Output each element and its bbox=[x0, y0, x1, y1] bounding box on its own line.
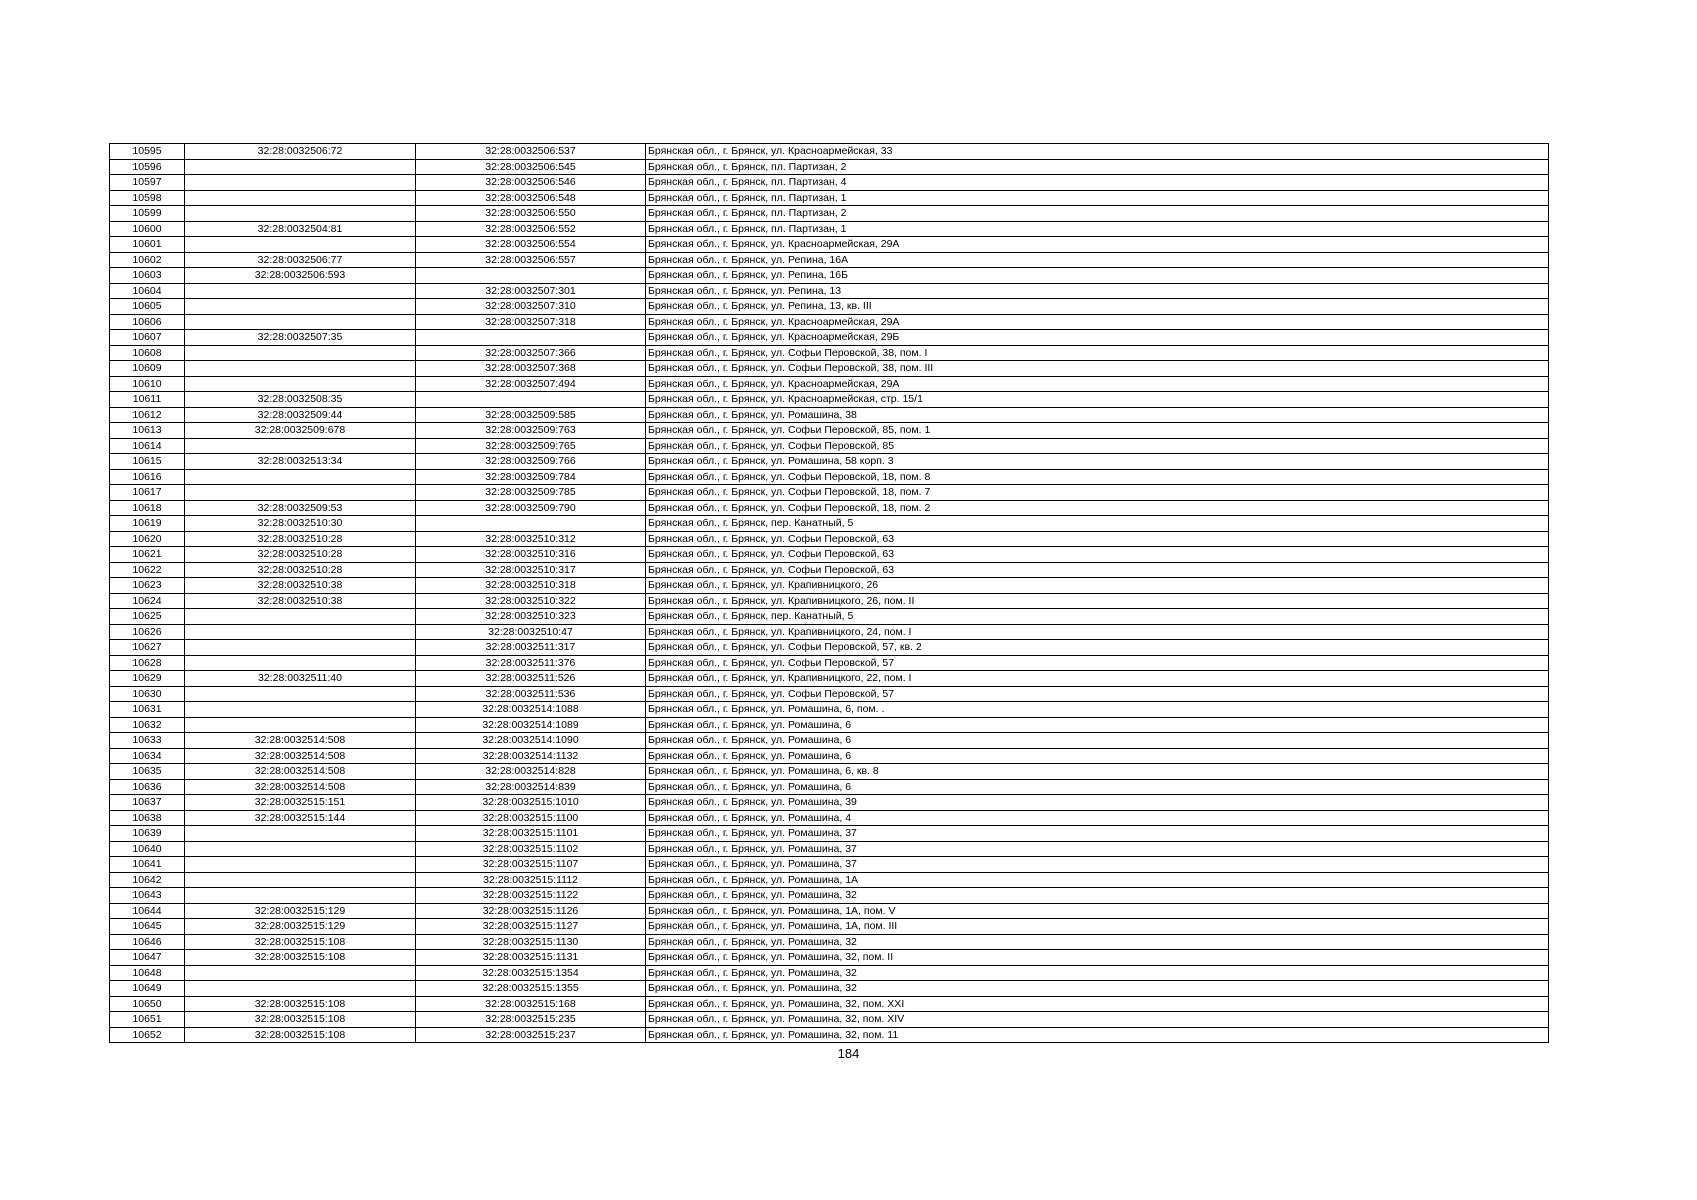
table-row bbox=[110, 919, 1549, 935]
cadastral-number-cell: 32:28:0032515:1127 bbox=[416, 919, 646, 935]
row-number-cell: 10601 bbox=[110, 237, 185, 253]
row-number-cell: 10599 bbox=[110, 206, 185, 222]
address-cell: Брянская обл., г. Брянск, ул. Репина, 16Б bbox=[646, 268, 1549, 284]
cadastral-number-cell: 32:28:0032511:536 bbox=[416, 686, 646, 702]
table-row bbox=[110, 624, 1549, 640]
address-cell: Брянская обл., г. Брянск, ул. Крапивницкого, 22, пом. I bbox=[646, 671, 1549, 687]
cadastral-number-cell: 32:28:0032510:312 bbox=[416, 531, 646, 547]
cadastral-number-cell: 32:28:0032515:1010 bbox=[416, 795, 646, 811]
cadastral-number-cell: 32:28:0032515:235 bbox=[416, 1012, 646, 1028]
address-cell: Брянская обл., г. Брянск, ул. Софьи Перовской, 38, пом. III bbox=[646, 361, 1549, 377]
table-row bbox=[110, 423, 1549, 439]
parent-cadastral-number-cell: 32:28:0032515:151 bbox=[185, 795, 416, 811]
cadastral-number-cell: 32:28:0032510:317 bbox=[416, 562, 646, 578]
cadastral-number-cell: 32:28:0032506:545 bbox=[416, 159, 646, 175]
address-cell: Брянская обл., г. Брянск, ул. Ромашина, 58 корп. 3 bbox=[646, 454, 1549, 470]
cadastral-number-cell: 32:28:0032509:763 bbox=[416, 423, 646, 439]
address-cell: Брянская обл., г. Брянск, ул. Ромашина, 37 bbox=[646, 857, 1549, 873]
table-row bbox=[110, 314, 1549, 330]
address-cell: Брянская обл., г. Брянск, ул. Софьи Перовской, 85, пом. 1 bbox=[646, 423, 1549, 439]
address-cell: Брянская обл., г. Брянск, ул. Ромашина, 1А, пом. III bbox=[646, 919, 1549, 935]
cadastral-number-cell: 32:28:0032515:168 bbox=[416, 996, 646, 1012]
address-cell: Брянская обл., г. Брянск, ул. Софьи Перовской, 57 bbox=[646, 655, 1549, 671]
row-number-cell: 10643 bbox=[110, 888, 185, 904]
parent-cadastral-number-cell: 32:28:0032515:108 bbox=[185, 950, 416, 966]
table-row bbox=[110, 702, 1549, 718]
table-row bbox=[110, 950, 1549, 966]
parent-cadastral-number-cell bbox=[185, 702, 416, 718]
row-number-cell: 10614 bbox=[110, 438, 185, 454]
table-row bbox=[110, 175, 1549, 191]
cadastral-number-cell: 32:28:0032509:766 bbox=[416, 454, 646, 470]
address-cell: Брянская обл., г. Брянск, ул. Красноармейская, 29А bbox=[646, 237, 1549, 253]
parent-cadastral-number-cell: 32:28:0032508:35 bbox=[185, 392, 416, 408]
parent-cadastral-number-cell bbox=[185, 314, 416, 330]
parent-cadastral-number-cell: 32:28:0032515:108 bbox=[185, 1027, 416, 1043]
address-cell: Брянская обл., г. Брянск, ул. Красноармейская, 29А bbox=[646, 314, 1549, 330]
address-cell: Брянская обл., г. Брянск, ул. Софьи Перовской, 18, пом. 7 bbox=[646, 485, 1549, 501]
table-row bbox=[110, 330, 1549, 346]
row-number-cell: 10612 bbox=[110, 407, 185, 423]
parent-cadastral-number-cell bbox=[185, 624, 416, 640]
table-row bbox=[110, 795, 1549, 811]
parent-cadastral-number-cell: 32:28:0032509:53 bbox=[185, 500, 416, 516]
cadastral-number-cell: 32:28:0032507:310 bbox=[416, 299, 646, 315]
address-cell: Брянская обл., г. Брянск, ул. Софьи Перовской, 57 bbox=[646, 686, 1549, 702]
parent-cadastral-number-cell: 32:28:0032506:77 bbox=[185, 252, 416, 268]
cadastral-number-cell: 32:28:0032507:301 bbox=[416, 283, 646, 299]
parent-cadastral-number-cell: 32:28:0032504:81 bbox=[185, 221, 416, 237]
parent-cadastral-number-cell: 32:28:0032510:38 bbox=[185, 578, 416, 594]
parent-cadastral-number-cell bbox=[185, 159, 416, 175]
row-number-cell: 10646 bbox=[110, 934, 185, 950]
row-number-cell: 10608 bbox=[110, 345, 185, 361]
cadastral-number-cell bbox=[416, 392, 646, 408]
row-number-cell: 10606 bbox=[110, 314, 185, 330]
row-number-cell: 10625 bbox=[110, 609, 185, 625]
address-cell: Брянская обл., г. Брянск, ул. Ромашина, 32, пом. 11 bbox=[646, 1027, 1549, 1043]
parent-cadastral-number-cell: 32:28:0032513:34 bbox=[185, 454, 416, 470]
parent-cadastral-number-cell: 32:28:0032515:108 bbox=[185, 1012, 416, 1028]
parent-cadastral-number-cell: 32:28:0032514:508 bbox=[185, 779, 416, 795]
cadastral-number-cell: 32:28:0032509:585 bbox=[416, 407, 646, 423]
table-row bbox=[110, 996, 1549, 1012]
address-cell: Брянская обл., г. Брянск, пер. Канатный, 5 bbox=[646, 516, 1549, 532]
cadastral-number-cell: 32:28:0032509:785 bbox=[416, 485, 646, 501]
parent-cadastral-number-cell bbox=[185, 206, 416, 222]
row-number-cell: 10607 bbox=[110, 330, 185, 346]
cadastral-number-cell: 32:28:0032515:1355 bbox=[416, 981, 646, 997]
cadastral-number-cell: 32:28:0032515:1130 bbox=[416, 934, 646, 950]
table-row bbox=[110, 717, 1549, 733]
row-number-cell: 10595 bbox=[110, 144, 185, 160]
address-cell: Брянская обл., г. Брянск, ул. Ромашина, 1А, пом. V bbox=[646, 903, 1549, 919]
row-number-cell: 10632 bbox=[110, 717, 185, 733]
address-cell: Брянская обл., г. Брянск, ул. Крапивницкого, 26 bbox=[646, 578, 1549, 594]
cadastral-number-cell bbox=[416, 268, 646, 284]
cadastral-number-cell: 32:28:0032507:494 bbox=[416, 376, 646, 392]
table-row bbox=[110, 407, 1549, 423]
parent-cadastral-number-cell: 32:28:0032509:678 bbox=[185, 423, 416, 439]
table-row bbox=[110, 686, 1549, 702]
cadastral-number-cell: 32:28:0032515:1101 bbox=[416, 826, 646, 842]
table-row bbox=[110, 206, 1549, 222]
table-row bbox=[110, 221, 1549, 237]
address-cell: Брянская обл., г. Брянск, ул. Софьи Перовской, 38, пом. I bbox=[646, 345, 1549, 361]
parent-cadastral-number-cell: 32:28:0032514:508 bbox=[185, 733, 416, 749]
row-number-cell: 10609 bbox=[110, 361, 185, 377]
cadastral-number-cell: 32:28:0032506:552 bbox=[416, 221, 646, 237]
cadastral-number-cell: 32:28:0032514:1132 bbox=[416, 748, 646, 764]
registry-table-body bbox=[110, 144, 1549, 1043]
address-cell: Брянская обл., г. Брянск, ул. Ромашина, 32, пом. XXI bbox=[646, 996, 1549, 1012]
parent-cadastral-number-cell bbox=[185, 857, 416, 873]
address-cell: Брянская обл., г. Брянск, ул. Ромашина, 38 bbox=[646, 407, 1549, 423]
cadastral-number-cell: 32:28:0032506:554 bbox=[416, 237, 646, 253]
row-number-cell: 10603 bbox=[110, 268, 185, 284]
row-number-cell: 10598 bbox=[110, 190, 185, 206]
cadastral-number-cell: 32:28:0032515:1131 bbox=[416, 950, 646, 966]
parent-cadastral-number-cell: 32:28:0032510:38 bbox=[185, 593, 416, 609]
address-cell: Брянская обл., г. Брянск, ул. Софьи Перовской, 85 bbox=[646, 438, 1549, 454]
row-number-cell: 10621 bbox=[110, 547, 185, 563]
address-cell: Брянская обл., г. Брянск, ул. Репина, 13, кв. III bbox=[646, 299, 1549, 315]
parent-cadastral-number-cell bbox=[185, 469, 416, 485]
table-row bbox=[110, 609, 1549, 625]
row-number-cell: 10623 bbox=[110, 578, 185, 594]
table-row bbox=[110, 190, 1549, 206]
row-number-cell: 10633 bbox=[110, 733, 185, 749]
address-cell: Брянская обл., г. Брянск, ул. Красноармейская, 33 bbox=[646, 144, 1549, 160]
cadastral-number-cell: 32:28:0032510:47 bbox=[416, 624, 646, 640]
parent-cadastral-number-cell: 32:28:0032515:129 bbox=[185, 903, 416, 919]
parent-cadastral-number-cell bbox=[185, 361, 416, 377]
row-number-cell: 10645 bbox=[110, 919, 185, 935]
table-row bbox=[110, 144, 1549, 160]
table-row bbox=[110, 500, 1549, 516]
row-number-cell: 10630 bbox=[110, 686, 185, 702]
table-row bbox=[110, 934, 1549, 950]
row-number-cell: 10638 bbox=[110, 810, 185, 826]
address-cell: Брянская обл., г. Брянск, ул. Ромашина, 6, пом. . bbox=[646, 702, 1549, 718]
address-cell: Брянская обл., г. Брянск, ул. Ромашина, 6, кв. 8 bbox=[646, 764, 1549, 780]
parent-cadastral-number-cell bbox=[185, 438, 416, 454]
row-number-cell: 10622 bbox=[110, 562, 185, 578]
address-cell: Брянская обл., г. Брянск, ул. Крапивницкого, 24, пом. I bbox=[646, 624, 1549, 640]
row-number-cell: 10620 bbox=[110, 531, 185, 547]
parent-cadastral-number-cell: 32:28:0032514:508 bbox=[185, 764, 416, 780]
page-number: 184 bbox=[837, 1046, 860, 1061]
parent-cadastral-number-cell: 32:28:0032510:28 bbox=[185, 531, 416, 547]
address-cell: Брянская обл., г. Брянск, ул. Репина, 13 bbox=[646, 283, 1549, 299]
address-cell: Брянская обл., г. Брянск, пл. Партизан, 1 bbox=[646, 221, 1549, 237]
row-number-cell: 10617 bbox=[110, 485, 185, 501]
parent-cadastral-number-cell: 32:28:0032510:30 bbox=[185, 516, 416, 532]
row-number-cell: 10602 bbox=[110, 252, 185, 268]
address-cell: Брянская обл., г. Брянск, ул. Ромашина, 32 bbox=[646, 888, 1549, 904]
parent-cadastral-number-cell: 32:28:0032510:28 bbox=[185, 562, 416, 578]
row-number-cell: 10637 bbox=[110, 795, 185, 811]
cadastral-number-cell: 32:28:0032515:1112 bbox=[416, 872, 646, 888]
address-cell: Брянская обл., г. Брянск, ул. Ромашина, 37 bbox=[646, 826, 1549, 842]
table-row bbox=[110, 438, 1549, 454]
table-row bbox=[110, 640, 1549, 656]
cadastral-number-cell: 32:28:0032514:839 bbox=[416, 779, 646, 795]
table-row bbox=[110, 392, 1549, 408]
table-row bbox=[110, 376, 1549, 392]
table-row bbox=[110, 593, 1549, 609]
cadastral-number-cell: 32:28:0032506:548 bbox=[416, 190, 646, 206]
cadastral-number-cell: 32:28:0032514:828 bbox=[416, 764, 646, 780]
table-row bbox=[110, 361, 1549, 377]
cadastral-number-cell: 32:28:0032506:546 bbox=[416, 175, 646, 191]
cadastral-number-cell: 32:28:0032506:537 bbox=[416, 144, 646, 160]
cadastral-number-cell: 32:28:0032507:366 bbox=[416, 345, 646, 361]
row-number-cell: 10624 bbox=[110, 593, 185, 609]
row-number-cell: 10635 bbox=[110, 764, 185, 780]
table-row bbox=[110, 888, 1549, 904]
table-row bbox=[110, 531, 1549, 547]
parent-cadastral-number-cell bbox=[185, 717, 416, 733]
address-cell: Брянская обл., г. Брянск, ул. Красноармейская, стр. 15/1 bbox=[646, 392, 1549, 408]
parent-cadastral-number-cell: 32:28:0032515:108 bbox=[185, 934, 416, 950]
row-number-cell: 10644 bbox=[110, 903, 185, 919]
cadastral-number-cell: 32:28:0032510:318 bbox=[416, 578, 646, 594]
table-row bbox=[110, 547, 1549, 563]
address-cell: Брянская обл., г. Брянск, ул. Ромашина, 4 bbox=[646, 810, 1549, 826]
cadastral-number-cell: 32:28:0032506:550 bbox=[416, 206, 646, 222]
row-number-cell: 10604 bbox=[110, 283, 185, 299]
address-cell: Брянская обл., г. Брянск, ул. Ромашина, 32, пом. XIV bbox=[646, 1012, 1549, 1028]
table-row bbox=[110, 872, 1549, 888]
parent-cadastral-number-cell bbox=[185, 981, 416, 997]
address-cell: Брянская обл., г. Брянск, ул. Красноармейская, 29А bbox=[646, 376, 1549, 392]
address-cell: Брянская обл., г. Брянск, пер. Канатный, 5 bbox=[646, 609, 1549, 625]
cadastral-number-cell: 32:28:0032514:1089 bbox=[416, 717, 646, 733]
row-number-cell: 10615 bbox=[110, 454, 185, 470]
row-number-cell: 10650 bbox=[110, 996, 185, 1012]
address-cell: Брянская обл., г. Брянск, ул. Красноармейская, 29Б bbox=[646, 330, 1549, 346]
row-number-cell: 10610 bbox=[110, 376, 185, 392]
parent-cadastral-number-cell: 32:28:0032506:72 bbox=[185, 144, 416, 160]
address-cell: Брянская обл., г. Брянск, ул. Софьи Перовской, 18, пом. 2 bbox=[646, 500, 1549, 516]
table-row bbox=[110, 345, 1549, 361]
cadastral-number-cell: 32:28:0032507:368 bbox=[416, 361, 646, 377]
registry-table bbox=[109, 143, 1549, 1043]
parent-cadastral-number-cell: 32:28:0032515:144 bbox=[185, 810, 416, 826]
address-cell: Брянская обл., г. Брянск, ул. Софьи Перовской, 63 bbox=[646, 562, 1549, 578]
row-number-cell: 10616 bbox=[110, 469, 185, 485]
parent-cadastral-number-cell bbox=[185, 841, 416, 857]
row-number-cell: 10618 bbox=[110, 500, 185, 516]
cadastral-number-cell: 32:28:0032515:1354 bbox=[416, 965, 646, 981]
parent-cadastral-number-cell bbox=[185, 190, 416, 206]
cadastral-number-cell: 32:28:0032509:765 bbox=[416, 438, 646, 454]
address-cell: Брянская обл., г. Брянск, пл. Партизан, 1 bbox=[646, 190, 1549, 206]
table-row bbox=[110, 1012, 1549, 1028]
parent-cadastral-number-cell bbox=[185, 655, 416, 671]
address-cell: Брянская обл., г. Брянск, пл. Партизан, 4 bbox=[646, 175, 1549, 191]
table-row bbox=[110, 1027, 1549, 1043]
address-cell: Брянская обл., г. Брянск, ул. Ромашина, 39 bbox=[646, 795, 1549, 811]
cadastral-number-cell bbox=[416, 330, 646, 346]
cadastral-number-cell: 32:28:0032515:1126 bbox=[416, 903, 646, 919]
row-number-cell: 10640 bbox=[110, 841, 185, 857]
row-number-cell: 10628 bbox=[110, 655, 185, 671]
cadastral-number-cell: 32:28:0032509:790 bbox=[416, 500, 646, 516]
row-number-cell: 10634 bbox=[110, 748, 185, 764]
row-number-cell: 10605 bbox=[110, 299, 185, 315]
table-row bbox=[110, 562, 1549, 578]
table-row bbox=[110, 733, 1549, 749]
parent-cadastral-number-cell: 32:28:0032511:40 bbox=[185, 671, 416, 687]
table-row bbox=[110, 252, 1549, 268]
row-number-cell: 10647 bbox=[110, 950, 185, 966]
parent-cadastral-number-cell bbox=[185, 888, 416, 904]
address-cell: Брянская обл., г. Брянск, ул. Софьи Перовской, 63 bbox=[646, 531, 1549, 547]
table-row bbox=[110, 810, 1549, 826]
address-cell: Брянская обл., г. Брянск, ул. Ромашина, 6 bbox=[646, 717, 1549, 733]
table-row bbox=[110, 159, 1549, 175]
address-cell: Брянская обл., г. Брянск, ул. Ромашина, 6 bbox=[646, 748, 1549, 764]
parent-cadastral-number-cell bbox=[185, 237, 416, 253]
parent-cadastral-number-cell: 32:28:0032506:593 bbox=[185, 268, 416, 284]
cadastral-number-cell: 32:28:0032510:322 bbox=[416, 593, 646, 609]
address-cell: Брянская обл., г. Брянск, ул. Ромашина, 32 bbox=[646, 981, 1549, 997]
row-number-cell: 10648 bbox=[110, 965, 185, 981]
table-row bbox=[110, 764, 1549, 780]
parent-cadastral-number-cell bbox=[185, 686, 416, 702]
row-number-cell: 10639 bbox=[110, 826, 185, 842]
parent-cadastral-number-cell bbox=[185, 299, 416, 315]
parent-cadastral-number-cell: 32:28:0032514:508 bbox=[185, 748, 416, 764]
table-row bbox=[110, 578, 1549, 594]
table-row bbox=[110, 485, 1549, 501]
row-number-cell: 10631 bbox=[110, 702, 185, 718]
parent-cadastral-number-cell bbox=[185, 485, 416, 501]
cadastral-number-cell: 32:28:0032514:1088 bbox=[416, 702, 646, 718]
table-row bbox=[110, 469, 1549, 485]
parent-cadastral-number-cell bbox=[185, 283, 416, 299]
parent-cadastral-number-cell bbox=[185, 640, 416, 656]
parent-cadastral-number-cell bbox=[185, 345, 416, 361]
parent-cadastral-number-cell: 32:28:0032509:44 bbox=[185, 407, 416, 423]
parent-cadastral-number-cell: 32:28:0032515:108 bbox=[185, 996, 416, 1012]
address-cell: Брянская обл., г. Брянск, ул. Ромашина, 32 bbox=[646, 934, 1549, 950]
address-cell: Брянская обл., г. Брянск, ул. Ромашина, 32, пом. II bbox=[646, 950, 1549, 966]
cadastral-number-cell bbox=[416, 516, 646, 532]
address-cell: Брянская обл., г. Брянск, ул. Софьи Перовской, 63 bbox=[646, 547, 1549, 563]
cadastral-number-cell: 32:28:0032511:317 bbox=[416, 640, 646, 656]
cadastral-number-cell: 32:28:0032509:784 bbox=[416, 469, 646, 485]
row-number-cell: 10596 bbox=[110, 159, 185, 175]
address-cell: Брянская обл., г. Брянск, ул. Софьи Перовской, 57, кв. 2 bbox=[646, 640, 1549, 656]
cadastral-number-cell: 32:28:0032506:557 bbox=[416, 252, 646, 268]
row-number-cell: 10597 bbox=[110, 175, 185, 191]
address-cell: Брянская обл., г. Брянск, ул. Ромашина, 32 bbox=[646, 965, 1549, 981]
row-number-cell: 10642 bbox=[110, 872, 185, 888]
row-number-cell: 10641 bbox=[110, 857, 185, 873]
cadastral-number-cell: 32:28:0032515:1100 bbox=[416, 810, 646, 826]
address-cell: Брянская обл., г. Брянск, ул. Крапивницкого, 26, пом. II bbox=[646, 593, 1549, 609]
row-number-cell: 10626 bbox=[110, 624, 185, 640]
cadastral-number-cell: 32:28:0032511:526 bbox=[416, 671, 646, 687]
parent-cadastral-number-cell bbox=[185, 872, 416, 888]
table-row bbox=[110, 655, 1549, 671]
table-row bbox=[110, 237, 1549, 253]
table-row bbox=[110, 454, 1549, 470]
row-number-cell: 10611 bbox=[110, 392, 185, 408]
cadastral-number-cell: 32:28:0032515:237 bbox=[416, 1027, 646, 1043]
parent-cadastral-number-cell bbox=[185, 609, 416, 625]
cadastral-number-cell: 32:28:0032511:376 bbox=[416, 655, 646, 671]
parent-cadastral-number-cell bbox=[185, 175, 416, 191]
table-row bbox=[110, 299, 1549, 315]
table-row bbox=[110, 826, 1549, 842]
row-number-cell: 10600 bbox=[110, 221, 185, 237]
table-row bbox=[110, 671, 1549, 687]
cadastral-number-cell: 32:28:0032510:323 bbox=[416, 609, 646, 625]
cadastral-number-cell: 32:28:0032515:1102 bbox=[416, 841, 646, 857]
parent-cadastral-number-cell bbox=[185, 965, 416, 981]
table-row bbox=[110, 965, 1549, 981]
table-row bbox=[110, 516, 1549, 532]
table-row bbox=[110, 283, 1549, 299]
address-cell: Брянская обл., г. Брянск, ул. Ромашина, 1А bbox=[646, 872, 1549, 888]
table-row bbox=[110, 268, 1549, 284]
parent-cadastral-number-cell: 32:28:0032507:35 bbox=[185, 330, 416, 346]
row-number-cell: 10613 bbox=[110, 423, 185, 439]
row-number-cell: 10649 bbox=[110, 981, 185, 997]
cadastral-number-cell: 32:28:0032515:1122 bbox=[416, 888, 646, 904]
address-cell: Брянская обл., г. Брянск, ул. Ромашина, 6 bbox=[646, 779, 1549, 795]
row-number-cell: 10627 bbox=[110, 640, 185, 656]
parent-cadastral-number-cell bbox=[185, 376, 416, 392]
address-cell: Брянская обл., г. Брянск, ул. Софьи Перовской, 18, пом. 8 bbox=[646, 469, 1549, 485]
cadastral-number-cell: 32:28:0032515:1107 bbox=[416, 857, 646, 873]
cadastral-number-cell: 32:28:0032510:316 bbox=[416, 547, 646, 563]
row-number-cell: 10651 bbox=[110, 1012, 185, 1028]
table-row bbox=[110, 903, 1549, 919]
parent-cadastral-number-cell: 32:28:0032510:28 bbox=[185, 547, 416, 563]
table-row bbox=[110, 779, 1549, 795]
row-number-cell: 10619 bbox=[110, 516, 185, 532]
address-cell: Брянская обл., г. Брянск, пл. Партизан, 2 bbox=[646, 159, 1549, 175]
parent-cadastral-number-cell bbox=[185, 826, 416, 842]
row-number-cell: 10636 bbox=[110, 779, 185, 795]
address-cell: Брянская обл., г. Брянск, пл. Партизан, 2 bbox=[646, 206, 1549, 222]
table-row bbox=[110, 981, 1549, 997]
cadastral-number-cell: 32:28:0032507:318 bbox=[416, 314, 646, 330]
cadastral-number-cell: 32:28:0032514:1090 bbox=[416, 733, 646, 749]
table-row bbox=[110, 748, 1549, 764]
row-number-cell: 10652 bbox=[110, 1027, 185, 1043]
table-row bbox=[110, 857, 1549, 873]
table-row bbox=[110, 841, 1549, 857]
address-cell: Брянская обл., г. Брянск, ул. Репина, 16А bbox=[646, 252, 1549, 268]
row-number-cell: 10629 bbox=[110, 671, 185, 687]
parent-cadastral-number-cell: 32:28:0032515:129 bbox=[185, 919, 416, 935]
address-cell: Брянская обл., г. Брянск, ул. Ромашина, 37 bbox=[646, 841, 1549, 857]
address-cell: Брянская обл., г. Брянск, ул. Ромашина, 6 bbox=[646, 733, 1549, 749]
